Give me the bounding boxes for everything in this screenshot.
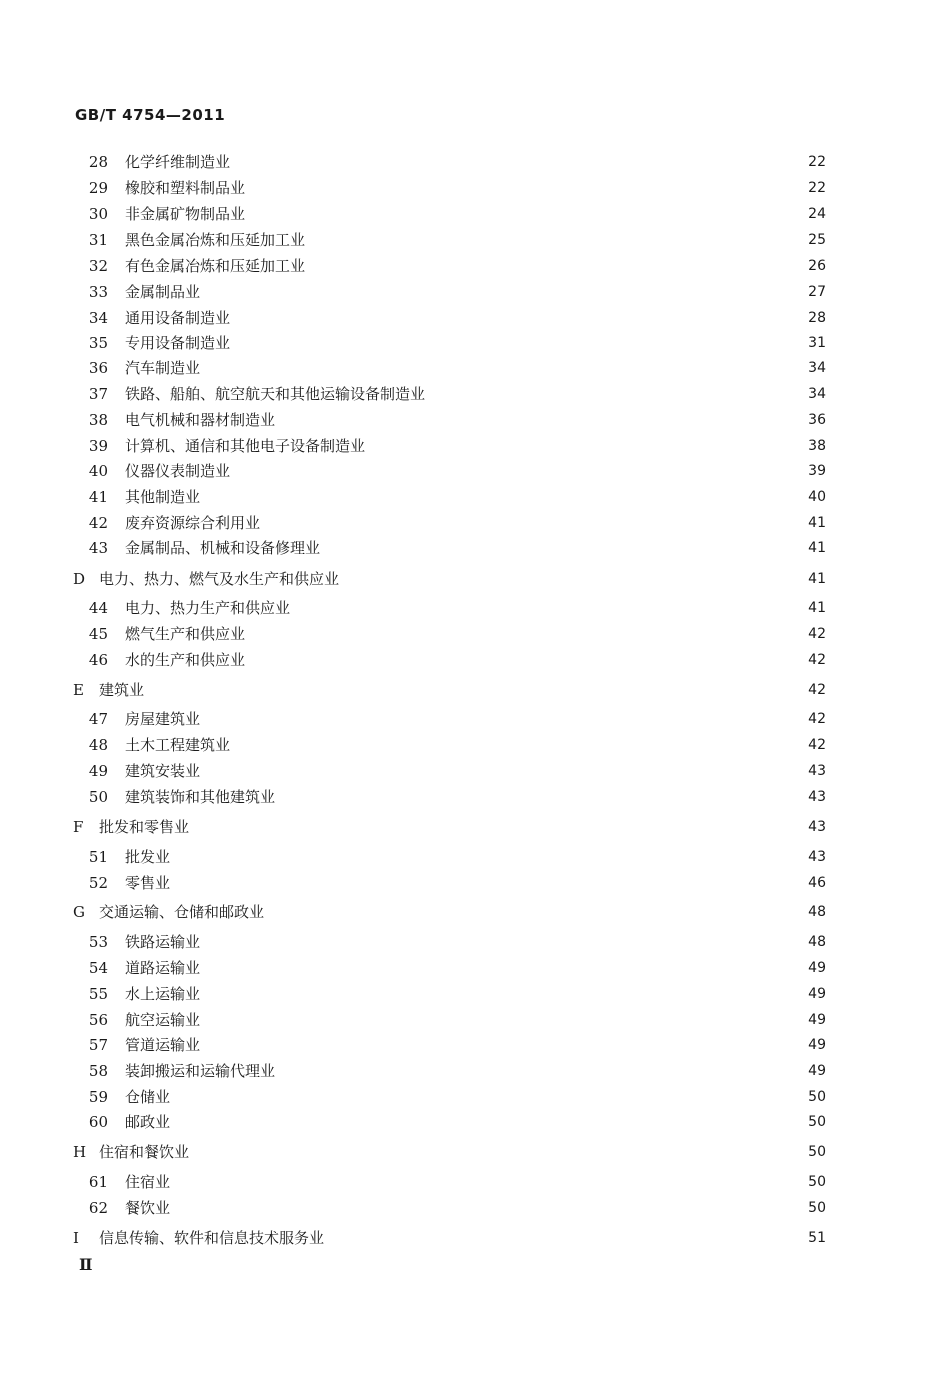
dot-leader	[212, 281, 774, 303]
page-number: 42	[808, 652, 826, 668]
dot-leader	[212, 357, 774, 379]
entry-number: 35	[88, 334, 108, 352]
dot-leader	[212, 983, 774, 1005]
dot-leader	[201, 816, 774, 838]
toc-section-entry[interactable]	[0, 568, 950, 590]
page-number: 49	[808, 1037, 826, 1053]
entry-number: 53	[88, 933, 108, 951]
entry-title: 航空运输业	[125, 1011, 201, 1029]
page-number: 34	[808, 360, 826, 376]
entry-number: 49	[88, 762, 108, 780]
dot-leader	[317, 229, 774, 251]
toc-entry[interactable]	[0, 983, 950, 1005]
page-number: 42	[808, 711, 826, 727]
entry-title: 有色金属冶炼和压延加工业	[125, 257, 306, 275]
standard-code-header: GB/T 4754—2011	[75, 106, 226, 124]
toc-entry[interactable]	[0, 1111, 950, 1133]
toc-section-entry[interactable]	[0, 1141, 950, 1163]
entry-title: 零售业	[125, 874, 171, 892]
dot-leader	[257, 203, 774, 225]
dot-leader	[182, 872, 774, 894]
page-number: 24	[808, 206, 826, 222]
page-number: 48	[808, 934, 826, 950]
section-letter: F	[73, 818, 84, 836]
section-letter: G	[73, 903, 85, 921]
dot-leader	[242, 332, 774, 354]
dot-leader	[212, 708, 774, 730]
entry-number: 55	[88, 985, 108, 1003]
dot-leader	[332, 537, 774, 559]
section-letter: E	[73, 681, 84, 699]
dot-leader	[287, 786, 774, 808]
entry-number: 33	[88, 283, 108, 301]
page-number: 50	[808, 1200, 826, 1216]
dot-leader	[276, 901, 774, 923]
dot-leader	[287, 1060, 774, 1082]
toc-entry[interactable]	[0, 872, 950, 894]
toc-entry[interactable]	[0, 1034, 950, 1056]
page-number: 42	[808, 682, 826, 698]
page-number: 36	[808, 412, 826, 428]
entry-number: 30	[88, 205, 108, 223]
toc-entry[interactable]	[0, 177, 950, 199]
page-number: 49	[808, 960, 826, 976]
toc-entry[interactable]	[0, 486, 950, 508]
toc-entry[interactable]	[0, 460, 950, 482]
roman-page-number: Ⅱ	[79, 1255, 93, 1274]
entry-title: 交通运输、仓储和邮政业	[99, 903, 265, 921]
entry-title: 土木工程建筑业	[125, 736, 231, 754]
toc-entry[interactable]	[0, 203, 950, 225]
toc-entry[interactable]	[0, 597, 950, 619]
dot-leader	[336, 1227, 774, 1249]
page-number: 43	[808, 849, 826, 865]
section-letter: D	[73, 570, 86, 588]
entry-number: 32	[88, 257, 108, 275]
entry-title: 专用设备制造业	[125, 334, 231, 352]
toc-entry[interactable]	[0, 760, 950, 782]
dot-leader	[182, 1197, 774, 1219]
entry-number: 47	[88, 710, 108, 728]
page-number: 31	[808, 335, 826, 351]
toc-entry[interactable]	[0, 1086, 950, 1108]
page-number: 42	[808, 626, 826, 642]
entry-title: 批发和零售业	[99, 818, 190, 836]
toc-entry[interactable]	[0, 383, 950, 405]
page-number: 50	[808, 1089, 826, 1105]
toc-entry[interactable]	[0, 1171, 950, 1193]
entry-number: 60	[88, 1113, 108, 1131]
entry-title: 建筑业	[99, 681, 145, 699]
page-number: 22	[808, 154, 826, 170]
entry-number: 50	[88, 788, 108, 806]
entry-number: 62	[88, 1199, 108, 1217]
dot-leader	[212, 931, 774, 953]
entry-title: 电力、热力生产和供应业	[125, 599, 291, 617]
entry-title: 废弃资源综合利用业	[125, 514, 261, 532]
dot-leader	[272, 512, 774, 534]
toc-entry[interactable]	[0, 281, 950, 303]
entry-title: 水上运输业	[125, 985, 201, 1003]
entry-title: 非金属矿物制品业	[125, 205, 246, 223]
page-number: 28	[808, 310, 826, 326]
dot-leader	[182, 1086, 774, 1108]
page-number: 48	[808, 904, 826, 920]
entry-number: 51	[88, 848, 108, 866]
entry-title: 黑色金属冶炼和压延加工业	[125, 231, 306, 249]
entry-number: 40	[88, 462, 108, 480]
page-number: 42	[808, 737, 826, 753]
entry-title: 管道运输业	[125, 1036, 201, 1054]
page-number: 51	[808, 1230, 826, 1246]
dot-leader	[212, 760, 774, 782]
toc-entry[interactable]	[0, 1197, 950, 1219]
toc-entry[interactable]	[0, 537, 950, 559]
page-number: 41	[808, 600, 826, 616]
page-number: 43	[808, 789, 826, 805]
entry-title: 橡胶和塑料制品业	[125, 179, 246, 197]
entry-number: 37	[88, 385, 108, 403]
page-number: 49	[808, 1012, 826, 1028]
toc-entry[interactable]	[0, 307, 950, 329]
toc-entry[interactable]	[0, 786, 950, 808]
entry-number: 43	[88, 539, 108, 557]
toc-entry[interactable]	[0, 1060, 950, 1082]
dot-leader	[156, 679, 774, 701]
entry-title: 铁路、船舶、航空航天和其他运输设备制造业	[125, 385, 426, 403]
dot-leader	[242, 307, 774, 329]
section-letter: H	[73, 1143, 87, 1161]
entry-number: 28	[88, 153, 108, 171]
entry-title: 房屋建筑业	[125, 710, 201, 728]
toc-section-entry[interactable]	[0, 679, 950, 701]
toc-entry[interactable]	[0, 357, 950, 379]
entry-number: 58	[88, 1062, 108, 1080]
dot-leader	[302, 597, 774, 619]
toc-section-entry[interactable]	[0, 816, 950, 838]
toc-entry[interactable]	[0, 708, 950, 730]
dot-leader	[182, 1111, 774, 1133]
entry-number: 61	[88, 1173, 108, 1191]
page-number: 43	[808, 763, 826, 779]
page-number: 22	[808, 180, 826, 196]
toc-section-entry[interactable]	[0, 901, 950, 923]
page-number: 50	[808, 1114, 826, 1130]
dot-leader	[242, 151, 774, 173]
page-number: 43	[808, 819, 826, 835]
entry-number: 36	[88, 359, 108, 377]
entry-title: 通用设备制造业	[125, 309, 231, 327]
page-number: 40	[808, 489, 826, 505]
toc-entry[interactable]	[0, 512, 950, 534]
toc-entry[interactable]	[0, 734, 950, 756]
dot-leader	[351, 568, 774, 590]
entry-title: 仪器仪表制造业	[125, 462, 231, 480]
page-number: 41	[808, 571, 826, 587]
entry-title: 邮政业	[125, 1113, 171, 1131]
page-number: 49	[808, 986, 826, 1002]
entry-number: 54	[88, 959, 108, 977]
toc-entry[interactable]	[0, 957, 950, 979]
entry-title: 道路运输业	[125, 959, 201, 977]
entry-title: 电力、热力、燃气及水生产和供应业	[99, 570, 340, 588]
entry-title: 信息传输、软件和信息技术服务业	[99, 1229, 325, 1247]
entry-number: 48	[88, 736, 108, 754]
page-number: 27	[808, 284, 826, 300]
entry-number: 31	[88, 231, 108, 249]
entry-number: 44	[88, 599, 108, 617]
entry-number: 42	[88, 514, 108, 532]
page-number: 38	[808, 438, 826, 454]
dot-leader	[437, 383, 774, 405]
page-number: 41	[808, 540, 826, 556]
entry-number: 46	[88, 651, 108, 669]
entry-title: 仓储业	[125, 1088, 171, 1106]
dot-leader	[242, 734, 774, 756]
dot-leader	[242, 460, 774, 482]
entry-title: 水的生产和供应业	[125, 651, 246, 669]
toc-entry[interactable]	[0, 229, 950, 251]
dot-leader	[212, 1034, 774, 1056]
page-number: 39	[808, 463, 826, 479]
toc-entry[interactable]	[0, 846, 950, 868]
dot-leader	[317, 255, 774, 277]
page-number: 50	[808, 1174, 826, 1190]
entry-number: 39	[88, 437, 108, 455]
page-number: 26	[808, 258, 826, 274]
entry-title: 装卸搬运和运输代理业	[125, 1062, 276, 1080]
entry-title: 电气机械和器材制造业	[125, 411, 276, 429]
entry-title: 住宿业	[125, 1173, 171, 1191]
toc-entry[interactable]	[0, 255, 950, 277]
entry-number: 41	[88, 488, 108, 506]
entry-number: 52	[88, 874, 108, 892]
entry-title: 汽车制造业	[125, 359, 201, 377]
dot-leader	[182, 1171, 774, 1193]
toc-entry[interactable]	[0, 151, 950, 173]
toc-entry[interactable]	[0, 435, 950, 457]
page-number: 34	[808, 386, 826, 402]
dot-leader	[257, 177, 774, 199]
page-number: 41	[808, 515, 826, 531]
dot-leader	[377, 435, 774, 457]
page-number: 50	[808, 1144, 826, 1160]
entry-title: 燃气生产和供应业	[125, 625, 246, 643]
toc-entry[interactable]	[0, 332, 950, 354]
dot-leader	[212, 957, 774, 979]
dot-leader	[201, 1141, 774, 1163]
toc-entry[interactable]	[0, 409, 950, 431]
entry-title: 金属制品业	[125, 283, 201, 301]
entry-number: 34	[88, 309, 108, 327]
dot-leader	[257, 649, 774, 671]
entry-title: 其他制造业	[125, 488, 201, 506]
entry-title: 计算机、通信和其他电子设备制造业	[125, 437, 366, 455]
entry-number: 29	[88, 179, 108, 197]
toc-section-entry[interactable]	[0, 1227, 950, 1249]
section-letter: I	[73, 1229, 79, 1247]
toc-entry[interactable]	[0, 931, 950, 953]
entry-title: 批发业	[125, 848, 171, 866]
dot-leader	[257, 623, 774, 645]
entry-title: 住宿和餐饮业	[99, 1143, 190, 1161]
page-number: 46	[808, 875, 826, 891]
entry-title: 铁路运输业	[125, 933, 201, 951]
page-number: 49	[808, 1063, 826, 1079]
entry-title: 金属制品、机械和设备修理业	[125, 539, 321, 557]
entry-number: 45	[88, 625, 108, 643]
dot-leader	[287, 409, 774, 431]
entry-number: 38	[88, 411, 108, 429]
toc-entry[interactable]	[0, 1009, 950, 1031]
entry-title: 建筑安装业	[125, 762, 201, 780]
entry-title: 餐饮业	[125, 1199, 171, 1217]
entry-number: 59	[88, 1088, 108, 1106]
entry-title: 建筑装饰和其他建筑业	[125, 788, 276, 806]
toc-entry[interactable]	[0, 623, 950, 645]
page-number: 25	[808, 232, 826, 248]
dot-leader	[212, 1009, 774, 1031]
dot-leader	[212, 486, 774, 508]
entry-title: 化学纤维制造业	[125, 153, 231, 171]
entry-number: 56	[88, 1011, 108, 1029]
entry-number: 57	[88, 1036, 108, 1054]
dot-leader	[182, 846, 774, 868]
toc-entry[interactable]	[0, 649, 950, 671]
